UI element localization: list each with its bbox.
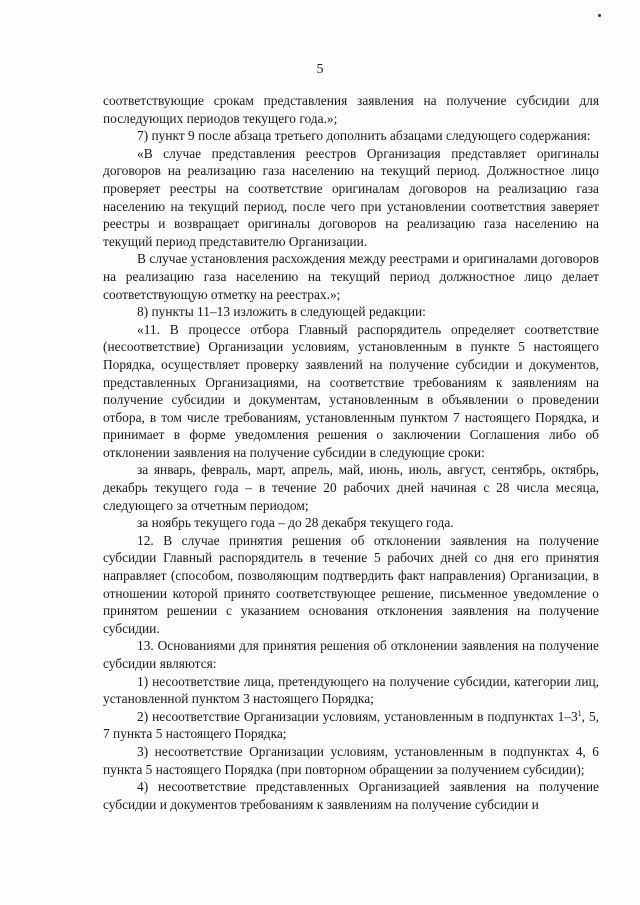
paragraph-item-8: 8) пункты 11–13 изложить в следующей редакции: [137,304,426,320]
ground-2-superscript: 1 [577,708,582,718]
paragraph-clause-11: «11. В процессе отбора Главный распорядитель определяет соответствие (несоответствие) Организации условиям, установленным в пункте 5 настоящего Порядка, осуществляет проверку заявлений на получение субсидии и документов, представленных Организациями, на соответствие требованиям к заявлениям на получение субсидии и документам, установленным в объявлении о проведении отбора, в том числе требованиям, установленным пунктом 7 настоящего Порядка, и принимает в форме уведомления решения о заключении Соглашения либо об отклонении заявления на получение субсидии в следующие сроки: [103,321,599,460]
paragraph-clause-13: 13. Основаниями для принятия решения об отклонении заявления на получение субсидии являются: [103,638,599,671]
paragraph-ground-1: 1) несоответствие лица, претендующего на получение субсидии, категории лиц, установленной пунктом 3 настоящего Порядка; [103,673,599,707]
paragraph-registry-check: «В случае представления реестров Организация представляет оригиналы договоров на реализацию газа населению на текущий период. Должностное лицо проверяет реестры на соответствие оригиналам договоров на реализацию газа населению на текущий период, после чего при установлении соответствия заверяет реестры и возвращает оригиналы договоров на реализацию газа населению на текущий период представителю Организации. [103,145,599,249]
paragraph-deadline-november: за ноябрь текущего года – до 28 декабря текущего года. [137,515,454,531]
paragraph-ground-2 [103,708,599,743]
paragraph-deadlines-months: за январь, февраль, март, апрель, май, июнь, июль, август, сентябрь, октябрь, декабрь текущего года – в течение 20 рабочих дней начиная с 28 числа месяца, следующего за отчетным периодом; [103,462,599,513]
paragraph-ground-4: 4) несоответствие представленных Организацией заявления на получение субсидии и документов требованиям к заявлениям на получение субсидии и [103,779,599,812]
paragraph-continuation: соответствующие срокам представления заявления на получение субсидии для последующих периодов текущего года.»; [103,93,599,126]
document-body [103,92,599,813]
paragraph-clause-12: 12. В случае принятия решения об отклонении заявления на получение субсидии Главный распорядитель в течение 5 рабочих дней со дня его принятия направляет (способом, позволяющим подтвердить факт направления) Организации, в отношении которой принято соответствующее решение, письменное уведомление о принятом решении с указанием основания отклонения заявления на получение субсидии. [103,532,599,636]
ground-2-text-pre: 2) несоответствие Организации условиям, установленным в подпунктах 1–3 [137,708,578,724]
paragraph-registry-discrepancy: В случае установления расхождения между реестрами и оригиналами договоров на реализацию газа населению на текущий период должностное лицо делает соответствующую отметку на реестрах.»; [103,251,599,302]
paragraph-item-7: 7) пункт 9 после абзаца третьего дополнить абзацами следующего содержания: [137,128,591,144]
paragraph-ground-3: 3) несоответствие Организации условиям, установленным в подпунктах 4, 6 пункта 5 настоящего Порядка (при повторном обращении за получением субсидии); [103,743,599,777]
scan-mark [598,14,601,17]
ground-2-text-post: , 5, 7 пункта 5 настоящего Порядка; [103,708,599,742]
page-number: 5 [316,62,324,77]
